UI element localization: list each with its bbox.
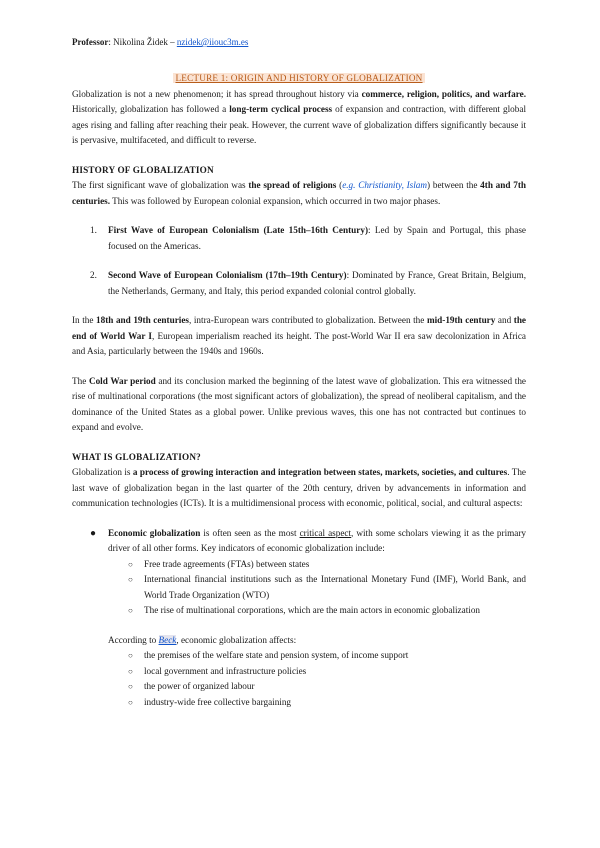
centuries-paragraph: In the 18th and 19th centuries, intra-European wars contributed to globalization. Between the mid-19th century and the end of World War I, European imperialism reached its height. The post-World War II era saw decolonization in Africa and Asia, particularly between the 1940s and 1960s.	[72, 315, 527, 356]
intro-paragraph: Globalization is not a new phenomenon; it has spread throughout history via commerce, religion, politics, and warfare. Historically, globalization has followed a long-term cyclical process of expansion and contraction, with different global ages rising and falling after reaching their peak. However, the current wave of globalization differs significantly because it is pervasive, multifaceted, and difficult to reverse.	[72, 88, 526, 145]
list-item: ○ International financial institutions such as the International Monetary Fund (IMF), World Bank, and World Trade Organization (WTO)	[128, 574, 526, 600]
bullet-icon: ●	[90, 527, 97, 539]
circle-bullet-icon: ○	[128, 606, 133, 615]
beck-paragraph: According to Beck, economic globalization affects:	[108, 634, 297, 645]
list-item: ○ the power of organized labour	[108, 679, 526, 695]
what-heading: WHAT IS GLOBALIZATION?	[72, 451, 201, 462]
list-item: ○ the premises of the welfare state and pension system, of income support	[108, 648, 526, 664]
circle-bullet-icon: ○	[128, 559, 133, 569]
list-item: ● Economic globalization is often seen as the most critical aspect, with some scholars viewing it as the primary driver of all other forms. Key indicators of economic globalization include: ○ Free trade agreements (FTAs) between states ○ International financial institutions such as the International Monetary Fund (IMF), World Bank, and World Trade Organization (WTO) ○ The rise of multinational corporations, which are the main actors in economic globalization	[72, 526, 526, 619]
document-body	[72, 71, 526, 710]
circle-bullet-icon: ○	[128, 575, 133, 584]
list-item: ○ industry-wide free collective bargaining	[108, 695, 526, 711]
email-link[interactable]: nzidek@iiouc3m.es	[176, 37, 249, 47]
beck-link[interactable]: Beck	[158, 634, 177, 645]
lecture-title-text: LECTURE 1: ORIGIN AND HISTORY OF GLOBALIZATION	[175, 73, 423, 83]
professor-line	[72, 37, 248, 47]
history-paragraph: The first significant wave of globalization was the spread of religions (e.g. Christianity, Islam) between the 4th and 7th centuries. This was followed by European colonial expansion, which occurred in two major phases.	[72, 180, 526, 206]
list-item: 2. Second Wave of European Colonialism (17th–19th Century): Dominated by France, Great Britain, Belgium, the Netherlands, Germany, and Italy, this period expanded colonial control globally.	[90, 270, 526, 296]
circle-bullet-icon: ○	[128, 682, 133, 691]
aspects-list	[72, 526, 526, 619]
list-item: ○ Free trade agreements (FTAs) between states	[108, 557, 526, 573]
list-item: 1. First Wave of European Colonialism (Late 15th–16th Century): Led by Spain and Portugal, this phase focused on the Americas.	[90, 225, 527, 251]
list-item: ○ local government and infrastructure policies	[108, 664, 526, 680]
circle-bullet-icon: ○	[128, 697, 133, 707]
lecture-title	[72, 71, 526, 87]
indicators-list	[108, 557, 526, 619]
professor-label: Professor	[72, 37, 109, 47]
professor-name: : Nikolina Židek –	[108, 37, 177, 47]
what-paragraph: Globalization is a process of growing interaction and integration between states, markets, societies, and cultures. The last wave of globalization began in the last quarter of the 20th century, driven by advancements in information and communication technologies (ICTs). It is a multidimensional process with economic, political, social, and cultural aspects:	[72, 467, 526, 508]
history-heading: HISTORY OF GLOBALIZATION	[72, 164, 214, 175]
list-item: ○ The rise of multinational corporations, which are the main actors in economic globalization	[108, 603, 526, 619]
cold-war-paragraph: The Cold War period and its conclusion marked the beginning of the latest wave of globalization. This era witnessed the rise of multinational corporations (the most significant actors of globalization), the spread of neoliberal capitalism, and the dominance of the United States as a global power. Unlike previous waves, this one has not contracted but continues to expand and evolve.	[72, 375, 526, 432]
beck-list	[72, 648, 526, 710]
circle-bullet-icon: ○	[128, 651, 133, 660]
colonialism-list	[72, 223, 526, 299]
circle-bullet-icon: ○	[128, 666, 133, 676]
